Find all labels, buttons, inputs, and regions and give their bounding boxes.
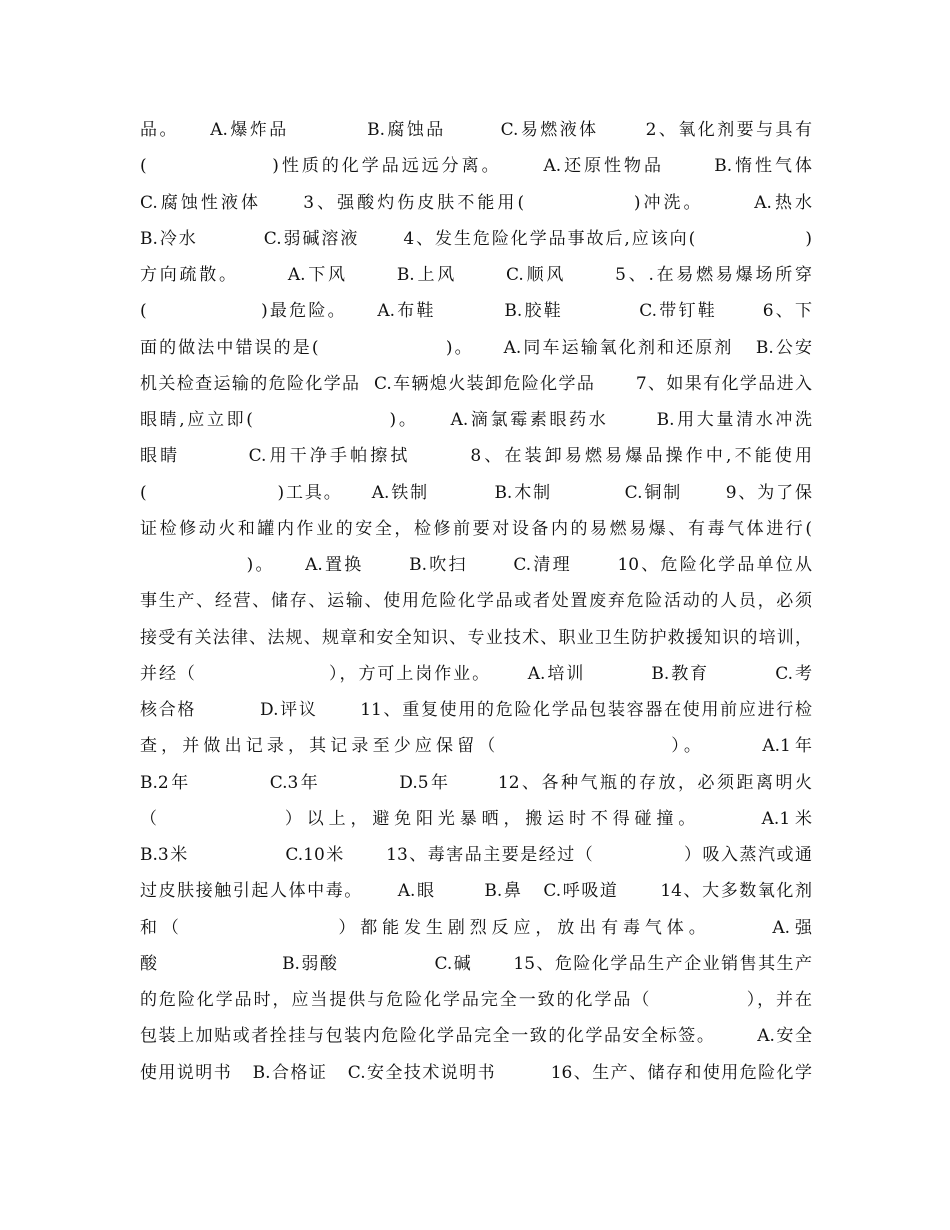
- text-line: 核合格 D.评议 11、重复使用的危险化学品包装容器在使用前应进行检: [140, 700, 812, 720]
- text-line: ( )性质的化学品远远分离。 A.还原性物品 B.惰性气体: [140, 156, 812, 177]
- text-line: 面的做法中错误的是( )。 A.同车运输氧化剂和还原剂 B.公安: [140, 337, 812, 358]
- text-line: 眼睛,应立即( )。 A.滴氯霉素眼药水 B.用大量清水冲洗: [140, 410, 812, 430]
- text-line: ( )工具。 A.铁制 B.木制 C.铜制 9、为了保: [140, 482, 812, 503]
- text-line: ( )最危险。 A.布鞋 B.胶鞋 C.带钉鞋 6、下: [140, 301, 812, 322]
- text-line: C.腐蚀性液体 3、强酸灼伤皮肤不能用( )冲洗。 A.热水: [140, 192, 812, 213]
- text-line: 方向疏散。 A.下风 B.上风 C.顺风 5、.在易燃易爆场所穿: [140, 265, 812, 285]
- text-line: B.3米 C.10米 13、毒害品主要是经过（ ）吸入蒸汽或通: [140, 845, 812, 865]
- text-line: 眼睛 C.用干净手帕擦拭 8、在装卸易燃易爆品操作中,不能使用: [140, 446, 812, 467]
- text-line: 查，并做出记录，其记录至少应保留（ ）。 A.1年: [140, 736, 812, 757]
- text-line: 机关检查运输的危险化学品 C.车辆熄火装卸危险化学品 7、如果有化学品进入: [140, 373, 812, 394]
- text-line: 的危险化学品时，应当提供与危险化学品完全一致的化学品（ ），并在: [140, 990, 812, 1010]
- text-line: 过皮肤接触引起人体中毒。 A.眼 B.鼻 C.呼吸道 14、大多数氧化剂: [140, 881, 812, 902]
- text-line: 酸 B.弱酸 C.碱 15、危险化学品生产企业销售其生产: [140, 953, 812, 974]
- text-line: 并经（ ），方可上岗作业。 A.培训 B.教育 C.考: [140, 663, 812, 684]
- text-line: 品。 A.爆炸品 B.腐蚀品 C.易燃液体 2、氧化剂要与具有: [140, 120, 812, 140]
- text-line: )。 A.置换 B.吹扫 C.清理 10、危险化学品单位从: [140, 555, 812, 575]
- text-line: （ ）以上，避免阳光暴晒，搬运时不得碰撞。 A.1米: [140, 808, 812, 829]
- text-line: B.冷水 C.弱碱溶液 4、发生危险化学品事故后,应该向( ): [140, 228, 812, 249]
- text-line: 使用说明书 B.合格证 C.安全技术说明书 16、生产、储存和使用危险化学: [140, 1062, 812, 1083]
- text-line: 包装上加贴或者拴挂与包装内危险化学品完全一致的化学品安全标签。 A.安全: [140, 1026, 812, 1047]
- text-line: B.2年 C.3年 D.5年 12、各种气瓶的存放，必须距离明火: [140, 772, 812, 793]
- text-line: 证检修动火和罐内作业的安全，检修前要对设备内的易燃易爆、有毒气体进行(: [140, 518, 812, 539]
- text-line: 接受有关法律、法规、规章和安全知识、专业技术、职业卫生防护救援知识的培训，: [140, 627, 812, 648]
- text-line: 和（ ）都能发生剧烈反应，放出有毒气体。 A.强: [140, 917, 812, 938]
- text-line: 事生产、经营、储存、运输、使用危险化学品或者处置废弃危险活动的人员，必须: [140, 591, 812, 612]
- document-body: [140, 112, 812, 1091]
